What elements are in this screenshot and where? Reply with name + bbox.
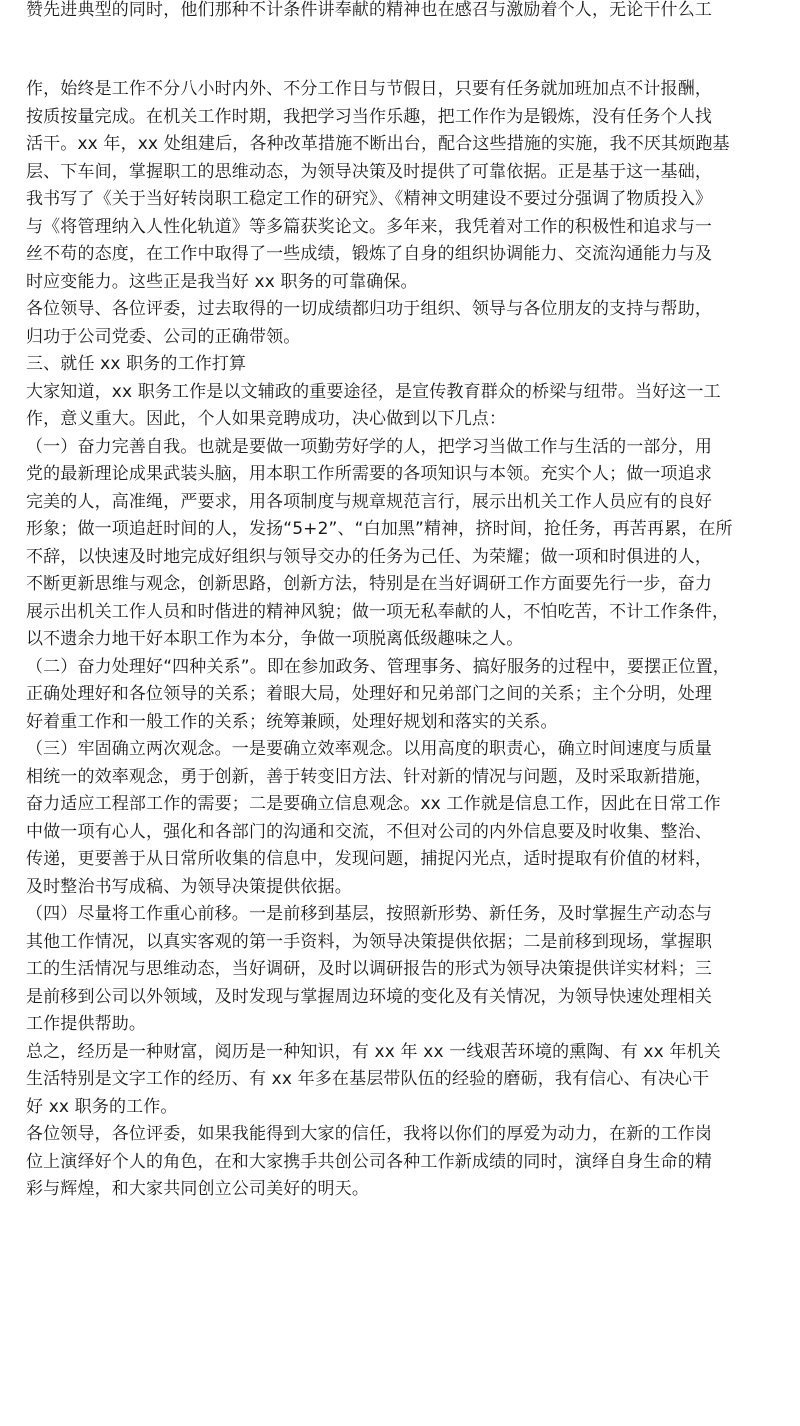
text-line: 活干。xx 年，xx 处组建后，各种改革措施不断出台，配合这些措施的实施，我不厌其烦跑基: [26, 134, 730, 154]
text-line: （二）奋力处理好“四种关系”。即在参加政务、管理事务、搞好服务的过程中，要摆正位置，: [26, 656, 730, 677]
text-line: （三）牢固确立两次观念。一是要确立效率观念。以用高度的职责心，确立时间速度与质量: [26, 739, 712, 759]
text-line: 是前移到公司以外领域，及时发现与掌握周边环境的变化及有关情况，为领导快速处理相关: [26, 986, 712, 1007]
text-line: 彩与辉煌，和大家共同创立公司美好的明天。: [26, 1179, 369, 1199]
text-line: 相统一的效率观念，勇于创新，善于转变旧方法、针对新的情况与问题，及时采取新措施，: [26, 766, 712, 787]
text-line: 生活特别是文字工作的经历、有 xx 年多在基层带队伍的经验的磨砺，我有信心、有决心干: [26, 1069, 710, 1089]
text-line: 我书写了《关于当好转岗职工稳定工作的研究》、《精神文明建设不要过分强调了物质投入》: [26, 189, 713, 209]
text-line: （四）尽量将工作重心前移。一是前移到基层，按照新形势、新任务，及时掌握生产动态与: [26, 904, 712, 924]
text-line: 作，意义重大。因此，个人如果竞聘成功，决心做到以下几点：: [26, 409, 507, 429]
text-line: 不辞，以快速及时地完成好组织与领导交办的任务为己任、为荣耀；做一项和时俱进的人，: [26, 546, 712, 567]
text-line: 其他工作情况，以真实客观的第一手资料，为领导决策提供依据；二是前移到现场，掌握职: [26, 931, 712, 952]
text-line: 不断更新思维与观念，创新思路，创新方法，特别是在当好调研工作方面要先行一步，奋力: [26, 574, 712, 594]
text-line: 位上演绎好个人的角色，在和大家携手共创公司各种工作新成绩的同时，演绎自身生命的精: [26, 1151, 712, 1172]
text-line: 及时整治书写成稿、为领导决策提供依据。: [26, 876, 352, 897]
text-line: 按质按量完成。在机关工作时期，我把学习当作乐趣，把工作作为是锻炼，没有任务个人找: [26, 106, 712, 127]
text-line: 完美的人，高准绳，严要求，用各项制度与规章规范言行，展示出机关工作人员应有的良好: [26, 491, 712, 512]
text-line: 大家知道，xx 职务工作是以文辅政的重要途径，是宣传教育群众的桥梁与纽带。当好这一工: [26, 381, 721, 402]
text-line: 形象；做一项追赶时间的人，发扬“5+2”、“白加黑”精神，挤时间，抢任务，再苦再累，在所: [26, 519, 733, 539]
text-line: 三、就任 xx 职务的工作打算: [26, 354, 247, 374]
text-line: 好着重工作和一般工作的关系；统筹兼顾，处理好规划和落实的关系。: [26, 711, 558, 732]
text-line: 党的最新理论成果武装头脑，用本职工作所需要的各项知识与本领。充实个人；做一项追求: [26, 464, 712, 484]
text-line: 正确处理好和各位领导的关系；着眼大局，处理好和兄弟部门之间的关系；主个分明，处理: [26, 684, 712, 704]
text-line: 时应变能力。这些正是我当好 xx 职务的可靠确保。: [26, 271, 418, 292]
text-line: 归功于公司党委、公司的正确带领。: [26, 326, 301, 347]
text-line: 各位领导、各位评委，过去取得的一切成绩都归功于组织、领导与各位朋友的支持与帮助，: [26, 299, 712, 319]
text-line: 工作提供帮助。: [26, 1014, 147, 1034]
top-text-fragment: 赞先进典型的同时，他们那种不计条件讲奉献的精神也在感召与激励着个人，无论干什么工: [26, 0, 712, 20]
text-line: 各位领导，各位评委，如果我能得到大家的信任，我将以你们的厚爱为动力，在新的工作岗: [26, 1124, 712, 1144]
text-line: 丝不苟的态度，在工作中取得了一些成绩，锻炼了自身的组织协调能力、交流沟通能力与及: [26, 244, 712, 264]
text-line: 与《将管理纳入人性化轨道》等多篇获奖论文。多年来，我凭着对工作的积极性和追求与一: [26, 216, 712, 237]
text-line: 作，始终是工作不分八小时内外、不分工作日与节假日，只要有任务就加班加点不计报酬，: [26, 79, 712, 99]
text-line: 中做一项有心人，强化和各部门的沟通和交流，不但对公司的内外信息要及时收集、整治、: [26, 821, 712, 842]
document-body: [26, 76, 786, 1204]
text-line: 好 xx 职务的工作。: [26, 1096, 178, 1117]
text-line: 层、下车间，掌握职工的思维动态，为领导决策及时提供了可靠依据。正是基于这一基础，: [26, 161, 712, 182]
text-line: 展示出机关工作人员和时偕进的精神风貌；做一项无私奉献的人，不怕吃苦，不计工作条件，: [26, 601, 730, 622]
text-line: 总之，经历是一种财富，阅历是一种知识，有 xx 年 xx 一线艰苦环境的熏陶、有 xx 年机关: [26, 1041, 721, 1062]
text-line: （一）奋力完善自我。也就是要做一项勤劳好学的人，把学习当做工作与生活的一部分，用: [26, 436, 712, 457]
text-line: 工的生活情况与思维动态，当好调研，及时以调研报告的形式为领导决策提供详实材料；三: [26, 959, 712, 979]
text-line: 以不遗余力地干好本职工作为本分，争做一项脱离低级趣味之人。: [26, 629, 524, 649]
text-line: 传递，更要善于从日常所收集的信息中，发现问题，捕捉闪光点，适时提取有价值的材料，: [26, 849, 712, 869]
text-line: 奋力适应工程部工作的需要；二是要确立信息观念。xx 工作就是信息工作，因此在日常工作: [26, 794, 721, 814]
